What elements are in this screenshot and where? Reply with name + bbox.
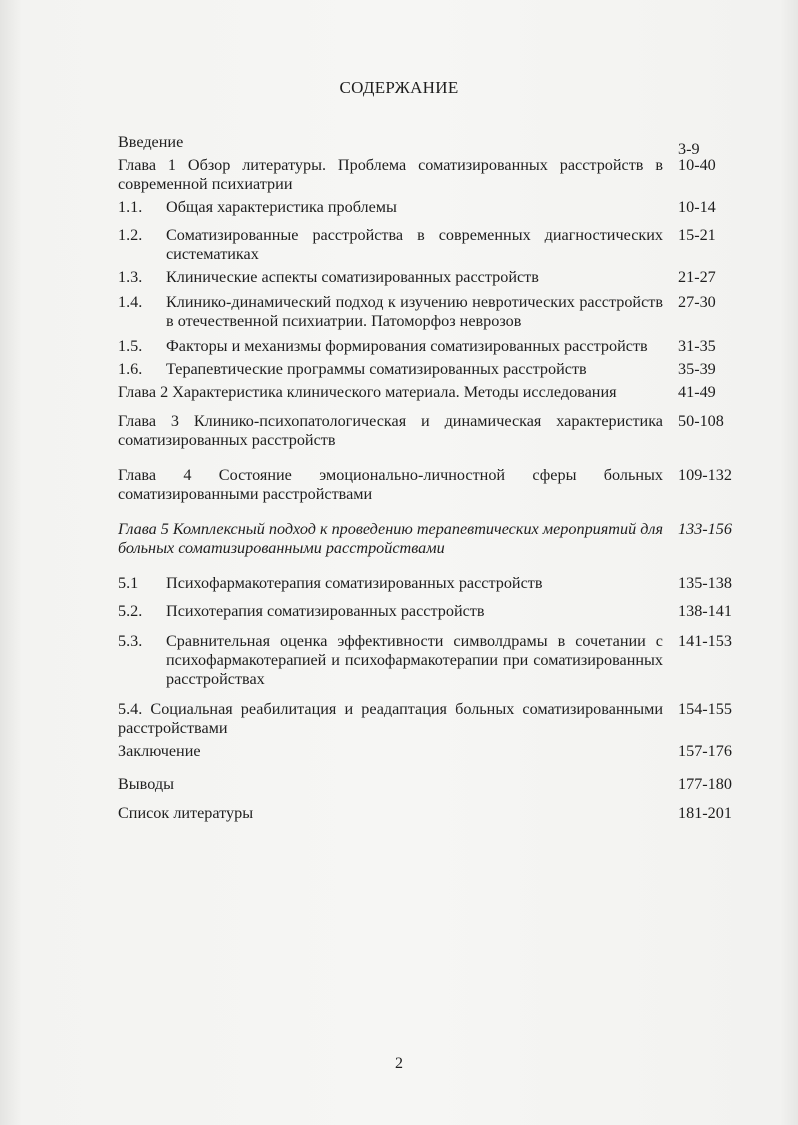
toc-entry-text: Глава 3 Клинико-психопатологическая и динамическая характеристика соматизированных расстройств xyxy=(118,412,663,449)
toc-entry-chapter-5 xyxy=(118,520,748,558)
toc-entry-section-1-2 xyxy=(118,226,748,264)
toc-entry-pages: 177-180 xyxy=(678,775,732,793)
toc-entry-text: Глава 1 Обзор литературы. Проблема соматизированных расстройств в современной психиатрии xyxy=(118,156,663,193)
toc-entry-text: Выводы xyxy=(118,775,174,793)
toc-entry-pages: 31-35 xyxy=(678,337,716,355)
toc-entry-pages: 41-49 xyxy=(678,383,716,401)
toc-entry-text: Заключение xyxy=(118,742,201,760)
toc-entry-pages: 35-39 xyxy=(678,360,716,378)
toc-entry-section-1-1 xyxy=(118,198,748,217)
toc-entry-text: Глава 5 Комплексный подход к проведению терапевтических мероприятий для больных соматизированными расстройствами xyxy=(118,520,663,557)
toc-entry-number: 5.2. xyxy=(118,602,143,620)
page-title: СОДЕРЖАНИЕ xyxy=(339,78,459,97)
toc-entry-pages: 133-156 xyxy=(678,520,732,538)
table-of-contents xyxy=(118,133,748,823)
toc-entry-number: 1.6. xyxy=(118,360,143,378)
toc-entry-section-1-4 xyxy=(118,293,748,331)
toc-entry-pages: 138-141 xyxy=(678,602,732,620)
toc-entry-section-1-6 xyxy=(118,360,748,379)
toc-entry-number: 5.3. xyxy=(118,632,143,650)
toc-entry-chapter-3 xyxy=(118,412,748,450)
toc-entry-text: Соматизированные расстройства в современных диагностических систематиках xyxy=(166,226,663,263)
toc-entry-pages: 157-176 xyxy=(678,742,732,760)
toc-entry-number: 1.3. xyxy=(118,268,143,286)
toc-entry-text: Психотерапия соматизированных расстройств xyxy=(166,602,485,620)
toc-entry-section-5-3 xyxy=(118,632,748,689)
toc-entry-section-1-5 xyxy=(118,337,748,356)
toc-entry-chapter-4 xyxy=(118,466,748,504)
toc-entry-findings xyxy=(118,775,748,794)
toc-entry-text: 5.4. Социальная реабилитация и реадаптация больных соматизированными расстройствами xyxy=(118,700,663,737)
toc-entry-pages: 27-30 xyxy=(678,293,716,311)
toc-entry-pages: 154-155 xyxy=(678,700,732,718)
toc-entry-text: Глава 2 Характеристика клинического материала. Методы исследования xyxy=(118,383,617,401)
toc-entry-text: Список литературы xyxy=(118,804,254,822)
toc-entry-text: Факторы и механизмы формирования соматизированных расстройств xyxy=(166,337,648,355)
toc-entry-chapter-1 xyxy=(118,156,748,194)
toc-entry-text: Психофармакотерапия соматизированных расстройств xyxy=(166,574,543,592)
toc-entry-conclusion xyxy=(118,742,748,761)
toc-entry-number: 1.4. xyxy=(118,293,143,311)
toc-entry-number: 1.1. xyxy=(118,198,143,216)
toc-entry-pages: 21-27 xyxy=(678,268,716,286)
toc-entry-pages: 109-132 xyxy=(678,466,732,484)
toc-entry-text: Клинические аспекты соматизированных расстройств xyxy=(166,268,539,286)
toc-entry-text: Общая характеристика проблемы xyxy=(166,198,397,216)
toc-entry-pages: 141-153 xyxy=(678,632,732,650)
toc-entry-number: 1.5. xyxy=(118,337,143,355)
toc-entry-pages: 15-21 xyxy=(678,226,716,244)
toc-entry-section-5-2 xyxy=(118,602,748,621)
toc-entry-pages: 181-201 xyxy=(678,804,732,822)
toc-entry-section-1-3 xyxy=(118,268,748,287)
toc-entry-pages: 10-14 xyxy=(678,198,716,216)
toc-entry-references xyxy=(118,804,748,823)
page-number: 2 xyxy=(395,1055,403,1072)
toc-entry-number: 1.2. xyxy=(118,226,143,244)
toc-entry-text: Введение xyxy=(118,133,184,151)
toc-entry-pages: 10-40 xyxy=(678,156,716,174)
toc-entry-text: Терапевтические программы соматизированных расстройств xyxy=(166,360,587,378)
toc-entry-pages: 3-9 xyxy=(678,140,700,158)
toc-entry-pages: 135-138 xyxy=(678,574,732,592)
toc-entry-section-5-4 xyxy=(118,700,748,738)
toc-entry-text: Сравнительная оценка эффективности символдрамы в сочетании с психофармакотерапией и психофармакотерапии при соматизированных расстройствах xyxy=(166,632,663,688)
toc-entry-text: Клинико-динамический подход к изучению невротических расстройств в отечественной психиатрии. Патоморфоз неврозов xyxy=(166,293,663,330)
toc-entry-introduction xyxy=(118,133,748,158)
toc-entry-text: Глава 4 Состояние эмоционально-личностной сферы больных соматизированными расстройствами xyxy=(118,466,663,503)
toc-entry-section-5-1 xyxy=(118,574,748,593)
toc-entry-pages: 50-108 xyxy=(678,412,724,430)
toc-entry-number: 5.1 xyxy=(118,574,139,592)
toc-entry-chapter-2 xyxy=(118,383,748,402)
